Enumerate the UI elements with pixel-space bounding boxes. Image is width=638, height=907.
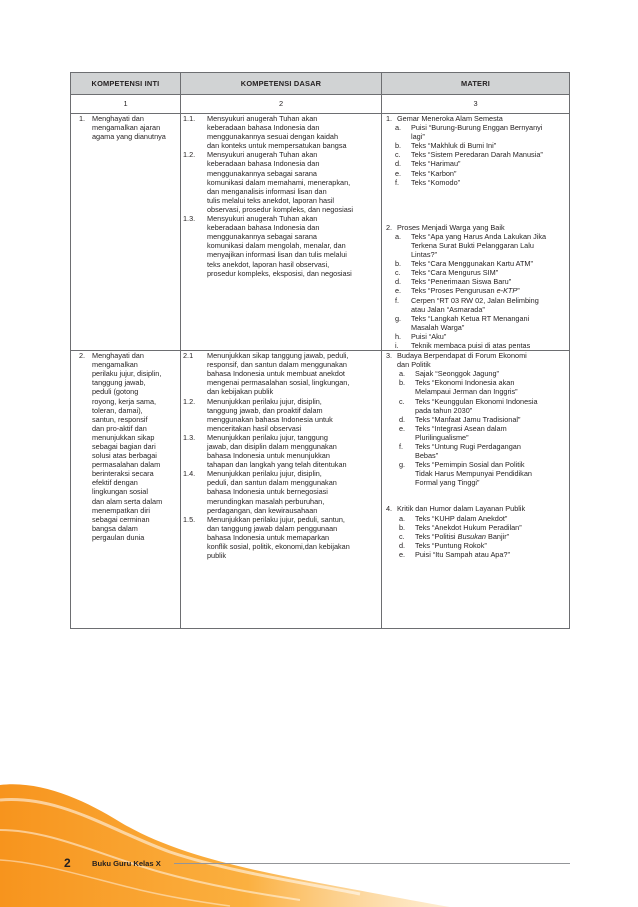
kd-number: 1.2. [183,396,196,406]
materi-heading [386,223,566,232]
materi-item [386,232,566,259]
materi-item [386,332,566,341]
materi-letter: c. [395,268,401,278]
materi-item [386,442,566,460]
kd-item [181,515,381,560]
materi-text: Teks “Anekdot Hukum Peradilan” [415,522,522,532]
materi-number: 2. [386,222,393,232]
materi-text: Puisi “Burung-Burung Enggan Bernyanyi lagi” [411,123,543,142]
materi-cell [382,114,570,351]
header-kompetensi-dasar: KOMPETENSI DASAR [181,73,382,95]
materi-text: Cerpen “RT 03 RW 02, Jalan Belimbing atau Jalan “Asmarada” [411,295,539,314]
materi-item [386,523,566,532]
materi-heading [386,351,566,369]
materi-letter: b. [395,141,402,151]
materi-letter: g. [399,460,406,470]
kd-item [181,351,381,396]
materi-item [386,514,566,523]
materi-item [386,541,566,550]
materi-letter: a. [399,513,406,523]
materi-cell [382,351,570,629]
materi-letter: b. [399,378,406,388]
materi-group [382,223,569,350]
materi-text: Teks “Untung Rugi Perdagangan Bebas” [415,442,521,461]
materi-item [386,286,566,295]
materi-text: Teks “KUHP dalam Anekdot” [415,513,508,523]
ki-cell [71,114,181,351]
materi-text: Teks “Cara Menggunakan Kartu ATM” [411,259,533,269]
kd-number: 1.1. [183,114,196,123]
materi-item [386,314,566,332]
kd-text: Menunjukkan perilaku jujur, tanggung jawab, dan disiplin dalam menggunakan bahasa Indonesia untuk menunjukkan tahapan dan langkah yang telah ditentukan [207,432,347,470]
materi-text: Teks “Makhluk di Bumi Ini” [411,141,497,151]
materi-text: Teks “Ekonomi Indonesia akan Melampaui Jerman dan Inggris” [415,378,518,397]
materi-title: Proses Menjadi Warga yang Baik [397,222,505,232]
materi-item [386,268,566,277]
materi-number: 1. [386,114,393,123]
materi-group [382,114,569,187]
materi-item [386,397,566,415]
materi-letter: d. [395,277,402,287]
materi-text: Teks “Penerimaan Siswa Baru” [411,277,512,287]
materi-item [386,150,566,159]
kd-number: 1.3. [183,214,196,224]
materi-item [386,341,566,350]
materi-text: Teks “Komodo” [411,177,461,187]
materi-item [386,141,566,150]
materi-text: Teks “Pemimpin Sosial dan Politik Tidak Harus Mempunyai Pendidikan Formal yang Tinggi” [415,460,532,488]
kd-cell [181,114,382,351]
kd-number: 1.5. [183,514,196,524]
materi-text: Teknik membaca puisi di atas pentas [411,340,531,350]
materi-item [386,169,566,178]
materi-letter: f. [399,442,404,451]
table-header-row [71,73,570,95]
materi-letter: g. [395,313,402,323]
kd-number: 2.1 [183,351,194,361]
ki-text: Menghayati dan mengamalkan perilaku jujur, disiplin, tanggung jawab, peduli (gotong royong, kerja sama, toleran, damai), santun, responsif dan pro-aktif dan menunjukkan sikap sebagai bagian dari solusi atas berbagai permasalahan dalam berinteraksi secara efektif dengan lingkungan sosial dan alam serta dalam menempatkan diri sebagai cerminan bangsa dalam pergaulan dunia [92,351,163,542]
ki-item [71,114,180,141]
materi-group [382,351,569,487]
kd-text: Menunjukkan sikap tanggung jawab, peduli, responsif, dan santun dalam menggunakan bahasa Indonesia untuk membuat anekdot mengenai permasalahan sosial, lingkungan, dan kebijakan publik [207,351,350,397]
materi-text: Teks “Langkah Ketua RT Menangani Masalah Warga” [411,313,530,332]
ki-number: 2. [79,351,86,361]
materi-title: Kritik dan Humor dalam Layanan Publik [397,504,526,514]
column-number: 1 [71,95,181,114]
materi-letter: f. [395,177,400,187]
materi-text: Teks “Sistem Peredaran Darah Manusia” [411,150,543,160]
ki-item [71,351,180,542]
kd-item [181,397,381,433]
materi-letter: d. [399,414,406,424]
kd-text: Menunjukkan perilaku jujur, peduli, santun, dan tanggung jawab dalam penggunaan bahasa Indonesia untuk memaparkan konflik sosial, politik, ekonomi,dan kebijakan publik [207,514,350,561]
ki-number: 1. [79,114,86,123]
materi-number: 3. [386,351,393,361]
materi-item [386,123,566,141]
materi-italic: Busukan [457,531,486,541]
kd-item [181,150,381,214]
kd-text: Mensyukuri anugerah Tuhan akan keberadaan bahasa Indonesia dan menggunakannya sebagai sarana komunikasi dalam memahami, menerapkan, dan menganalisis informasi lisan dan tulis melalui teks anekdot, laporan hasil observasi, prosedur kompleks, dan negosiasi [207,150,354,214]
materi-text: Puisi “Itu Sampah atau Apa?” [415,549,510,559]
materi-letter: b. [399,522,406,532]
materi-letter: d. [399,540,406,550]
materi-text: Teks “Proses Pengurusan e-KTP” [411,286,520,296]
materi-item [386,424,566,442]
materi-item [386,415,566,424]
materi-letter: a. [399,369,406,379]
materi-item [386,296,566,314]
materi-text: Teks “Karbon” [411,168,457,178]
materi-item [386,277,566,286]
column-number: 3 [382,95,570,114]
kd-number: 1.2. [183,150,196,160]
materi-title: Budaya Berpendapat di Forum Ekonomi dan Politik [397,351,527,370]
orange-swoosh-decoration [0,760,638,907]
kd-number: 1.4. [183,469,196,479]
materi-letter: e. [399,423,406,433]
materi-letter: b. [395,259,402,269]
materi-title: Gemar Meneroka Alam Semesta [397,114,503,123]
footer-rule [174,863,570,864]
materi-item [386,378,566,396]
table-row [71,114,570,351]
header-kompetensi-inti: KOMPETENSI INTI [71,73,181,95]
materi-item [386,259,566,268]
materi-letter: f. [395,295,400,305]
materi-text: Teks “Integrasi Asean dalam Plurilingualisme” [415,423,507,442]
materi-item [386,532,566,541]
materi-text: Sajak “Seonggok Jagung” [415,369,499,379]
kd-cell [181,351,382,629]
materi-text: Puisi “Aku” [411,331,447,341]
kd-item [181,433,381,469]
materi-heading [386,504,566,513]
materi-item [386,550,566,559]
page-number: 2 [64,856,71,870]
header-materi: MATERI [382,73,570,95]
materi-letter: a. [395,231,402,241]
table-row [71,351,570,629]
kd-item [181,469,381,514]
materi-text: Teks “Manfaat Jamu Tradisional” [415,414,521,424]
curriculum-table [70,72,570,629]
ki-text: Menghayati dan mengamalkan ajaran agama yang dianutnya [92,114,166,142]
kd-text: Menunjukkan perilaku jujur, disiplin, peduli, dan santun dalam menggunakan bahasa Indonesia untuk bernegosiasi merundingkan masalah perburuhan, perdagangan, dan kewirausahaan [207,469,337,515]
materi-letter: e. [395,168,402,178]
materi-text: Teks “Apa yang Harus Anda Lakukan Jika Terkena Surat Bukti Pelanggaran Lalu Lintas?” [411,231,547,260]
materi-item [386,369,566,378]
materi-text: Teks “Harimau” [411,159,461,169]
kd-text: Mensyukuri anugerah Tuhan akan keberadaan bahasa Indonesia dan menggunakannya sebagai sarana komunikasi dalam mengolah, menalar, dan menyajikan informasi lisan dan tulis melalui teks anekdot, laporan hasil observasi, prosedur kompleks, eksposisi, dan negosiasi [207,214,352,278]
kd-item [181,214,381,278]
materi-letter: c. [399,531,405,541]
materi-number: 4. [386,504,393,514]
column-number-row [71,95,570,114]
kd-item [181,114,381,150]
materi-heading [386,114,566,123]
materi-text: Teks “Keunggulan Ekonomi Indonesia pada tahun 2030” [415,396,538,415]
materi-letter: d. [395,159,402,169]
column-number: 2 [181,95,382,114]
materi-italic: e-KTP [496,286,518,296]
materi-letter: h. [395,331,402,341]
materi-letter: a. [395,123,402,133]
kd-number: 1.3. [183,432,196,442]
materi-text: Teks “Puntung Rokok” [415,540,487,550]
book-title: Buku Guru Kelas X [92,859,161,868]
ki-cell [71,351,181,629]
materi-letter: i. [395,340,399,350]
materi-text: Teks “Cara Mengurus SIM” [411,268,499,278]
materi-letter: e. [395,286,402,296]
materi-letter: c. [395,150,401,160]
materi-item [386,460,566,487]
materi-group [382,504,569,559]
materi-item [386,159,566,168]
materi-letter: e. [399,549,406,559]
materi-letter: c. [399,396,405,406]
materi-item [386,178,566,187]
materi-text: Teks “Politisi Busukan Banjir” [415,531,510,541]
kd-text: Mensyukuri anugerah Tuhan akan keberadaan bahasa Indonesia dan menggunakannya sesuai dengan kaidah dan konteks untuk mempersatukan bangsa [207,114,347,151]
kd-text: Menunjukkan perilaku jujur, disiplin, tanggung jawab, dan proaktif dalam menggunakan bahasa Indonesia untuk menceritakan hasil observasi [207,396,333,433]
